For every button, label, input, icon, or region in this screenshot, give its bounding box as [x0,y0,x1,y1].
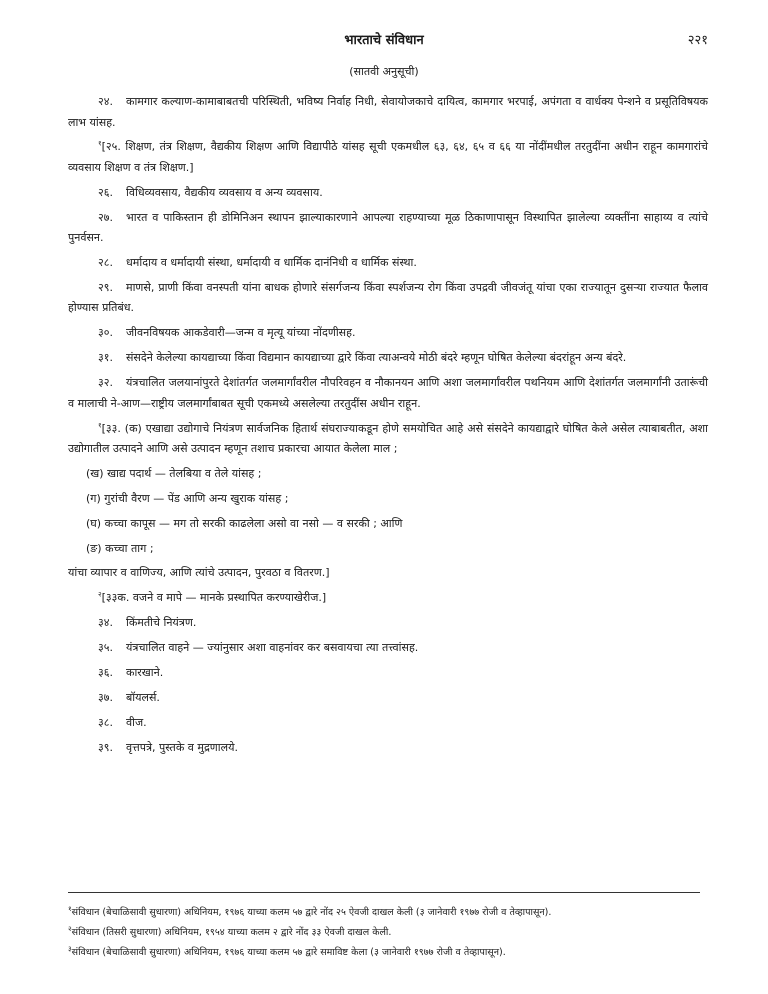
footnote-divider [68,892,700,893]
list-entry-32: ३२. यंत्रचालित जलयानांपुरते देशांतर्गत जलमार्गांवरील नौपरिवहन व नौकानयन आणि अशा जलमार्गांवरील पथनियम आणि देशांतर्गत जलमार्गांनी उतारूंची व मालाची ने-आण—राष्ट्रीय जलमार्गांबाबत सूची एकमध्ये असलेल्या तरतुदींस अधीन राहून. [68,376,708,410]
list-entry-33-ga: (ग) गुरांची वैरण — पेंड आणि अन्य खुराक यांसह ; [86,491,289,505]
list-entry-26: २६. विधिव्यवसाय, वैद्यकीय व्यवसाय व अन्य व्यवसाय. [98,185,323,199]
footnote-2: $^२$संविधान (तिसरी सुधारणा) अधिनियम, १९५४ याच्या कलम २ द्वारे नोंद ३३ ऐवजी दाखल केली. [68,924,392,938]
list-entry-36: ३६. कारखाने. [98,666,164,680]
list-entry-33-nga: (ङ) कच्चा ताग ; [86,541,154,555]
footnote-marker: १ [98,139,102,148]
page-title: भारताचे संविधान [344,33,424,48]
page-number: २२१ [687,33,708,48]
list-entry-33-gha: (घ) कच्चा कापूस — मग तो सरकी काढलेला असो वा नसो — व सरकी ; आणि [86,516,403,530]
list-body [68,92,708,763]
footnotes [68,903,708,963]
list-entry-33-tail: यांचा व्यापार व वाणिज्य, आणि त्यांचे उत्पादन, पुरवठा व वितरण.] [68,566,330,580]
list-entry-34: ३४. किंमतीचे नियंत्रण. [98,616,197,630]
list-entry-24: २४. कामगार कल्याण-कामाबाबतची परिस्थिती, भविष्य निर्वाह निधी, सेवायोजकाचे दायित्व, कामगार भरपाई, अपंगता व वार्धक्य पेन्शने व प्रसूतिविषयक लाभ यांसह. [68,95,708,129]
list-entry-28: २८. धर्मादाय व धर्मादायी संस्था, धर्मादायी व धार्मिक दानंनिधी व धार्मिक संस्था. [98,256,417,270]
list-entry-37: ३७. बॉयलर्स. [98,690,160,704]
footnote-1: $^१$संविधान (बेचाळिसावी सुधारणा) अधिनियम, १९७६ याच्या कलम ५७ द्वारे नोंद २५ ऐवजी दाखल केली (३ जानेवारी १९७७ रोजी व तेव्हापासून). [68,904,552,918]
footnote-marker: १ [98,420,102,429]
list-entry-39: ३९. वृत्तपत्रे, पुस्तके व मुद्रणालये. [98,740,238,754]
list-entry-31: ३१. संसदेने केलेल्या कायद्याच्या किंवा विद्यमान कायद्याच्या द्वारे किंवा त्याअन्वये मोठी बंदरे म्हणून घोषित केलेल्या बंदरांहून अन्य बंदरे. [98,351,627,365]
schedule-subtitle: (सातवी अनुसूची) [349,65,419,78]
list-entry-33a: $^२$[३३क. वजने व मापे — मानके प्रस्थापित करण्याखेरीज.] [98,590,327,605]
list-entry-33: $^१$[३३. (क) एखाद्या उद्योगाचे नियंत्रण सार्वजनिक हितार्थ संघराज्याकडून होणे समयोचित आहे असे संसदेने कायद्याद्वारे घोषित केले असेल त्याबाबतीत, अशा उद्योगातील उत्पादने आणि असे उत्पादन म्हणून तशाच प्रकारचा आयात केलेला माल ; [68,420,708,456]
list-entry-29: २९. माणसे, प्राणी किंवा वनस्पती यांना बाधक होणारे संसर्गजन्य किंवा स्पर्शजन्य रोग किंवा उपद्रवी जीवजंतू यांचा एका राज्यातून दुसऱ्या राज्यात फैलाव होण्यास प्रतिबंध. [68,280,708,315]
list-entry-27: २७. भारत व पाकिस्तान ही डोमिनिअन स्थापन झाल्याकारणाने आपल्या राहण्याच्या मूळ ठिकाणापासून विस्थापित झालेल्या व्यक्तींना साहाय्य व त्यांचे पुनर्वसन. [68,210,708,245]
list-entry-35: ३५. यंत्रचालित वाहने — ज्यांनुसार अशा वाहनांवर कर बसवायचा त्या तत्त्वांसह. [98,641,419,655]
footnote-3: $^३$संविधान (बेचाळिसावी सुधारणा) अधिनियम, १९७६ याच्या कलम ५७ द्वारे समाविष्ट केला (३ जानेवारी १९७७ रोजी व तेव्हापासून). [68,944,506,958]
list-entry-25: $^१$[२५. शिक्षण, तंत्र शिक्षण, वैद्यकीय शिक्षण आणि विद्यापीठे यांसह सूची एकमधील ६३, ६४, ६५ व ६६ या नोंदींमधील तरतुदींना अधीन राहून कामगारांचे व्यवसाय शिक्षण व तंत्र शिक्षण.] [68,139,708,174]
list-entry-38: ३८. वीज. [98,715,147,729]
list-entry-33-kha: (ख) खाद्य पदार्थ — तेलबिया व तेले यांसह ; [86,466,262,480]
list-entry-30: ३०. जीवनविषयक आकडेवारी—जन्म व मृत्यू यांच्या नोंदणीसह. [98,326,356,340]
footnote-marker: २ [98,590,102,599]
